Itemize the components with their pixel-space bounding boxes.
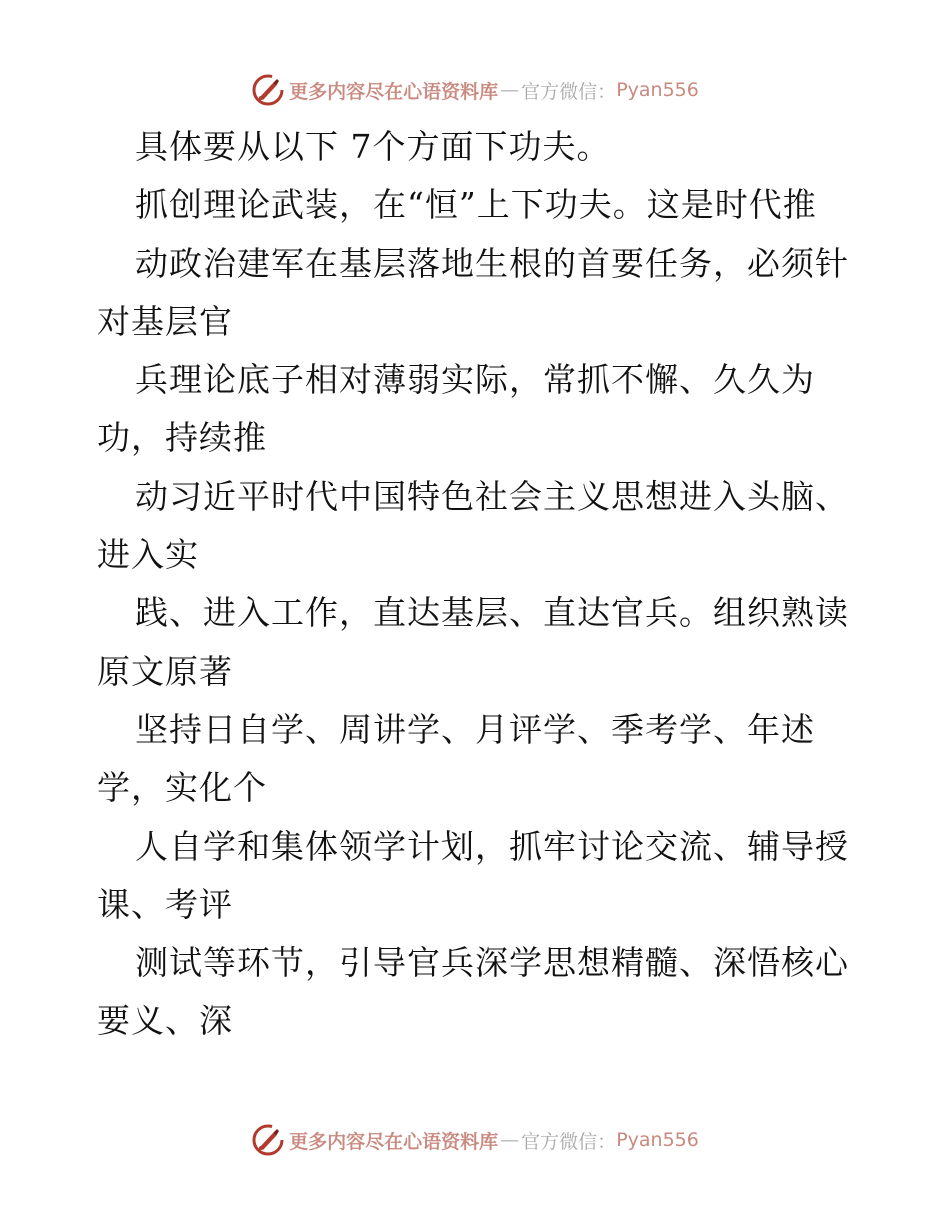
- text-line: 抓创理论武装，在“恒”上下功夫。这是时代推: [135, 185, 817, 225]
- banner-text: 更多内容尽在心语资料库: [289, 1130, 499, 1153]
- text-line: 对基层官: [97, 301, 233, 341]
- wechat-id: Pyan556: [616, 79, 699, 101]
- text-line: 践、进入工作，直达基层、直达官兵。组织熟读: [135, 593, 849, 633]
- text-line: 测试等环节，引导官兵深学思想精髓、深悟核心: [135, 943, 849, 983]
- banner-text: 更多内容尽在心语资料库: [289, 80, 499, 103]
- text-line: 坚持日自学、周讲学、月评学、季考学、年述: [135, 709, 815, 749]
- wechat-label: 官方微信：: [521, 80, 617, 103]
- text-line: 动习近平时代中国特色社会主义思想进入头脑、: [135, 476, 849, 516]
- document-body: [97, 118, 857, 1051]
- brand-logo-icon: [251, 73, 285, 107]
- text-line: 学，实化个: [97, 768, 267, 808]
- footer-banner: [0, 1120, 950, 1160]
- text-line: 具体要从以下 7个方面下功夫。: [135, 127, 611, 166]
- text-line: 原文原著: [97, 651, 233, 691]
- text-line: 进入实: [97, 535, 199, 575]
- banner-dash: —: [500, 1129, 520, 1151]
- text-line: 要义、深: [97, 1001, 233, 1041]
- header-banner: [0, 70, 950, 110]
- text-line: 课、考评: [97, 884, 233, 924]
- brand-logo-icon: [251, 1123, 285, 1157]
- text-line: 功，持续推: [97, 418, 267, 458]
- banner-dash: —: [500, 79, 520, 101]
- text-line: 动政治建军在基层落地生根的首要任务，必须针: [135, 243, 849, 283]
- wechat-label: 官方微信：: [521, 1130, 617, 1153]
- text-line: 人自学和集体领学计划，抓牢讨论交流、辅导授: [135, 826, 849, 866]
- wechat-id: Pyan556: [616, 1129, 699, 1151]
- text-line: 兵理论底子相对薄弱实际，常抓不懈、久久为: [135, 360, 815, 400]
